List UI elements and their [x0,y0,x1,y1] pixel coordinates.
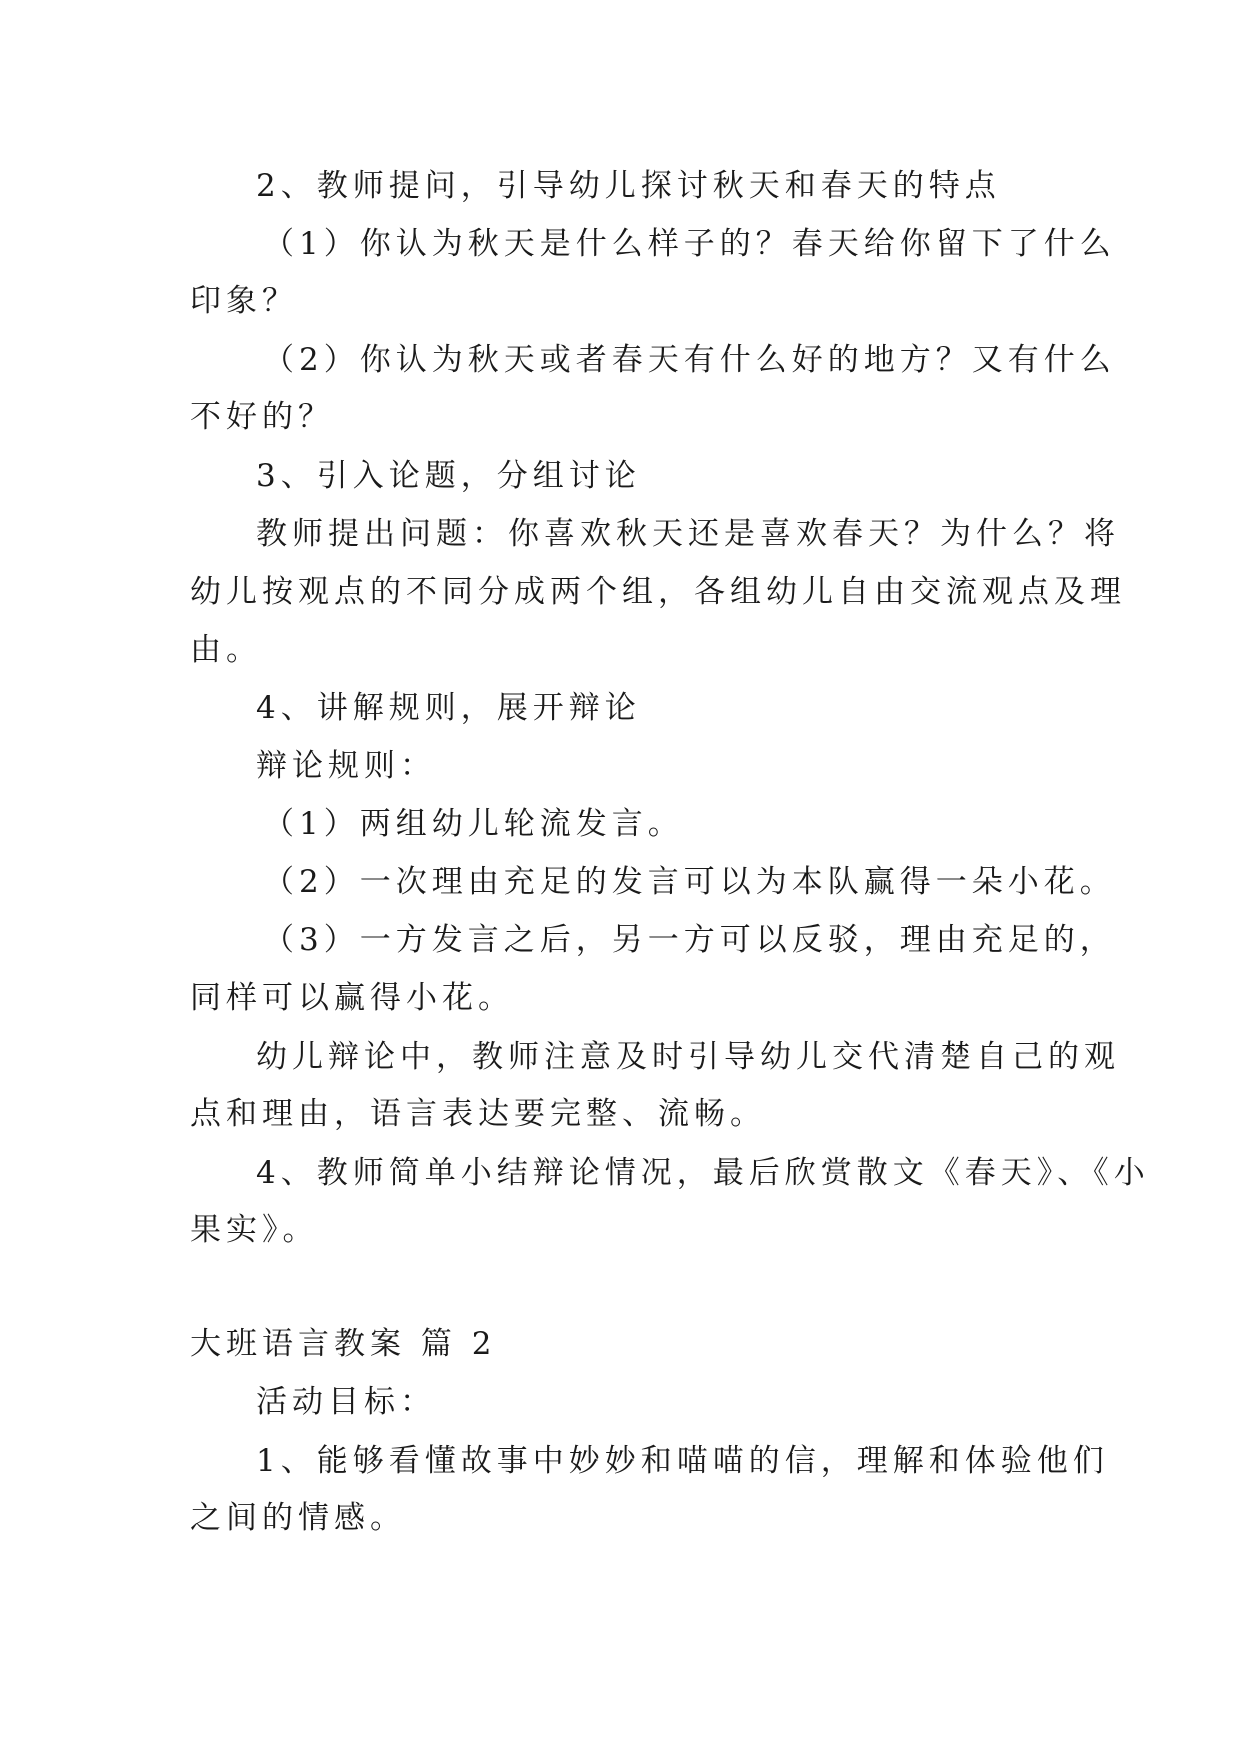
paragraph-line: （1）你认为秋天是什么样子的？春天给你留下了什么 [263,226,1116,262]
paragraph-line: 印象？ [190,283,298,319]
paragraph-line: 4、教师简单小结辩论情况，最后欣赏散文《春天》、《小 [256,1155,1150,1191]
paragraph-line: 果实》。 [190,1212,319,1248]
paragraph-line: 同样可以赢得小花。 [190,980,514,1016]
paragraph-line: （2）你认为秋天或者春天有什么好的地方？又有什么 [263,342,1116,378]
paragraph-line: 1、能够看懂故事中妙妙和喵喵的信，理解和体验他们 [256,1443,1109,1479]
paragraph-line: 幼儿按观点的不同分成两个组，各组幼儿自由交流观点及理 [190,574,1126,610]
paragraph-line: （3）一方发言之后，另一方可以反驳，理由充足的， [263,922,1116,958]
section-heading: 大班语言教案 篇 2 [190,1326,497,1362]
paragraph-line: 辩论规则： [256,748,436,784]
paragraph-line: （1）两组幼儿轮流发言。 [263,806,684,842]
paragraph-line: 不好的？ [190,399,334,435]
paragraph-line: 幼儿辩论中，教师注意及时引导幼儿交代清楚自己的观 [256,1039,1120,1075]
paragraph-line: （2）一次理由充足的发言可以为本队赢得一朵小花。 [263,864,1116,900]
paragraph-line: 活动目标： [256,1384,436,1420]
paragraph-line: 由。 [190,632,262,668]
paragraph-line: 4、讲解规则，展开辩论 [256,690,641,726]
paragraph-line: 点和理由，语言表达要完整、流畅。 [190,1096,766,1132]
paragraph-line: 2、教师提问，引导幼儿探讨秋天和春天的特点 [256,168,1001,204]
paragraph-line: 教师提出问题：你喜欢秋天还是喜欢春天？为什么？将 [256,516,1120,552]
paragraph-line: 3、引入论题，分组讨论 [256,458,641,494]
paragraph-line: 之间的情感。 [190,1500,406,1536]
